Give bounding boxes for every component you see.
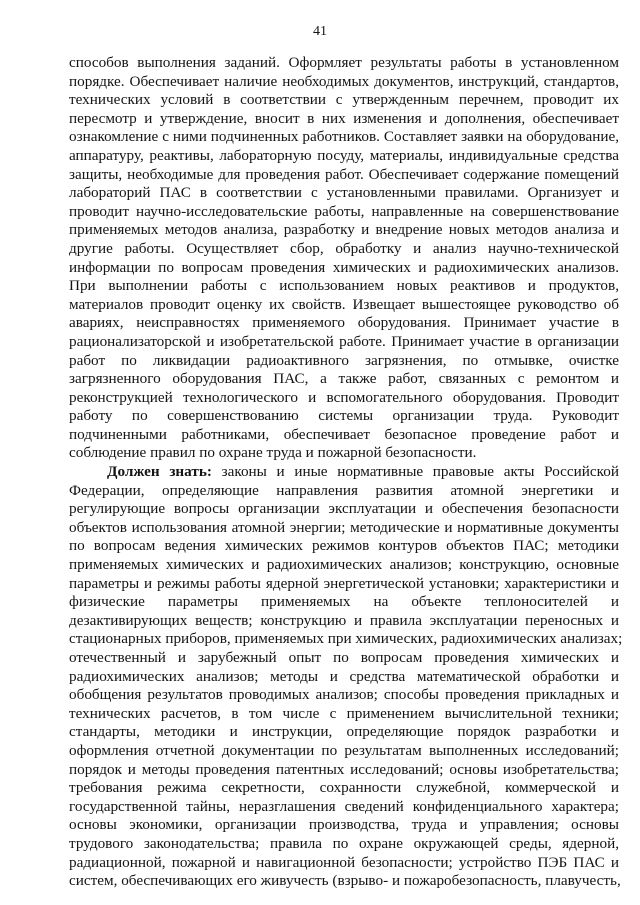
- text-fragment: законы и иные нормативные правовые акты Российской: [211, 463, 619, 481]
- text-line: по вопросам ведения химических режимов контуров объектов ПАС; методики: [69, 537, 619, 555]
- text-line: информации по вопросам проведения химических и радиохимических анализов.: [69, 258, 619, 276]
- text-line: соблюдение правил по охране труда и пожарной безопасности.: [69, 444, 477, 462]
- text-line: защиты, необходимые для проведения работ. Обеспечивает содержание помещений: [69, 165, 619, 183]
- text-line: применяемых химических и радиохимических анализов; конструкцию, основные: [69, 556, 619, 574]
- text-line: систем, обеспечивающих его живучесть (взрыво- и пожаробезопасность, плавучесть,: [69, 872, 621, 890]
- text-line-first: [69, 463, 619, 482]
- text-line: основы экономики, организации производства, труда и управления; основы: [69, 816, 619, 834]
- text-line: загрязненного оборудования ПАС, а также работ, связанных с ремонтом и: [69, 370, 619, 388]
- text-line: материалов проводит оценку их свойств. Извещает вышестоящее руководство об: [69, 295, 619, 313]
- page-number: 41: [313, 24, 327, 39]
- paragraph-responsibilities: [69, 54, 619, 463]
- document-body: [69, 54, 623, 891]
- text-line: радиационной, пожарной и навигационной безопасности; устройство ПЭБ ПАС и: [69, 853, 619, 871]
- text-line: применяемых методов анализа, разработку и внедрение новых методов анализа и: [69, 221, 619, 239]
- text-line: способов выполнения заданий. Оформляет результаты работы в установленном: [69, 54, 619, 71]
- text-line: стандарты, методики и инструкции, определяющие порядок разработки и: [69, 723, 619, 741]
- text-line: При выполнении работы с использованием новых реактивов и продуктов,: [69, 277, 619, 295]
- text-line: дезактивирующих веществ; конструкцию и правила эксплуатации переносных и: [69, 611, 619, 629]
- text-line: радиохимических анализов; методы и средства математической обработки и: [69, 667, 619, 685]
- text-line: авариях, неисправностях применяемого оборудования. Принимает участие в: [69, 314, 619, 332]
- text-line: регулирующие вопросы организации эксплуатации и обеспечения безопасности: [69, 500, 619, 518]
- text-line: оформления отчетной документации по результатам выполненных исследований;: [69, 741, 619, 759]
- text-line: реконструкцией технологического и вспомогательного оборудования. Проводит: [69, 388, 619, 406]
- text-line: обобщения результатов проводимых анализов; способы проведения прикладных и: [69, 686, 619, 704]
- text-line: лабораторий ПАС в соответствии с установленными правилами. Организует и: [69, 184, 619, 202]
- text-line: рационализаторской и изобретательской работе. Принимает участие в организации: [69, 332, 619, 350]
- text-line: технических условий в соответствии с утвержденным перечнем, проводит их: [69, 91, 619, 109]
- must-know-heading: Должен знать:: [107, 463, 212, 481]
- text-line: другие работы. Осуществляет сбор, обработку и анализ научно-технической: [69, 239, 619, 257]
- text-line: работ по ликвидации радиоактивного загрязнения, по отмывке, очистке: [69, 351, 619, 369]
- paragraph-must-know: [69, 463, 623, 891]
- text-line: Федерации, определяющие направления развития атомной энергетики и: [69, 481, 619, 499]
- text-line: порядок и методы проведения патентных исследований; основы изобретательства;: [69, 760, 619, 778]
- text-line: государственной тайны, неразглашения сведений конфиденциального характера;: [69, 797, 619, 815]
- text-line: физические параметры применяемых на объекте теплоносителей и: [69, 593, 619, 611]
- text-line: требования режима секретности, сохранности служебной, коммерческой и: [69, 779, 619, 797]
- text-line: отечественный и зарубежный опыт по вопросам проведения химических и: [69, 649, 619, 666]
- text-line: пересмотр и утверждение, вносит в них изменения и дополнения, обеспечивает: [69, 109, 619, 127]
- text-line: проводит научно-исследовательские работы, направленные на совершенствование: [69, 202, 619, 220]
- text-line: стационарных приборов, применяемых при химических, радиохимических анализах;: [69, 630, 623, 648]
- text-line: порядке. Обеспечивает наличие необходимых документов, инструкций, стандартов,: [69, 72, 619, 90]
- text-line: параметры и режимы работы ядерной энергетической установки; характеристики и: [69, 574, 619, 592]
- text-line: ознакомление с ними подчиненных работников. Составляет заявки на оборудование,: [69, 128, 619, 146]
- text-line: аппаратуру, реактивы, лабораторную посуду, материалы, индивидуальные средства: [69, 146, 619, 164]
- text-line: подчиненными работниками, обеспечивает безопасное проведение работ и: [69, 425, 619, 443]
- text-line: трудового законодательства; правила по охране окружающей среды, ядерной,: [69, 834, 619, 852]
- text-line: объектов использования атомной энергии; методические и нормативные документы: [69, 518, 619, 536]
- text-line: работу по совершенствованию системы организации труда. Руководит: [69, 407, 619, 425]
- text-line: технических расчетов, в том числе с применением вычислительной техники;: [69, 704, 619, 722]
